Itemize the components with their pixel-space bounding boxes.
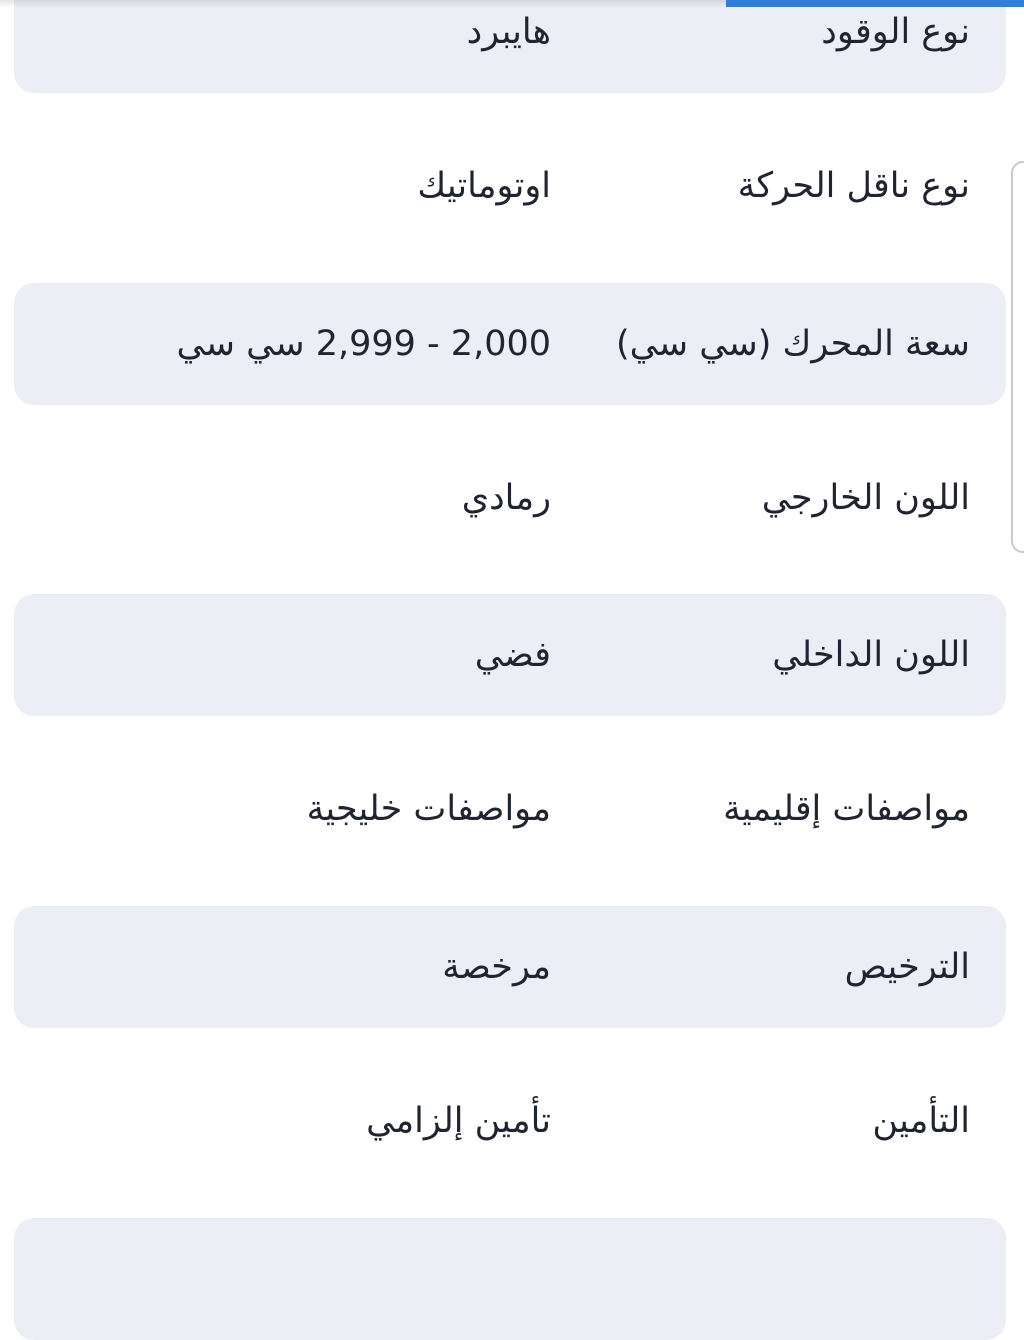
spec-row-interior-color <box>14 594 1006 716</box>
spec-row-regional-specs <box>14 748 1006 870</box>
spec-row-license <box>14 906 1006 1028</box>
spec-value: فضي <box>474 635 551 675</box>
spec-row-exterior-color <box>14 437 1006 559</box>
car-specs-list <box>14 0 1006 1236</box>
spec-label: اللون الخارجي <box>761 478 970 518</box>
spec-value: تأمين إلزامي <box>366 1101 551 1141</box>
spec-value: 2,000 - 2,999 سي سي <box>176 324 551 364</box>
spec-value: مرخصة <box>442 947 551 987</box>
page-load-progress <box>726 0 1024 7</box>
spec-row-transmission <box>14 125 1006 247</box>
spec-row-engine-capacity <box>14 283 1006 405</box>
spec-label: نوع ناقل الحركة <box>737 166 970 206</box>
spec-label: الترخيص <box>844 947 970 987</box>
spec-label: مواصفات إقليمية <box>723 789 970 829</box>
spec-label: التأمين <box>872 1101 970 1141</box>
spec-label: نوع الوقود <box>821 12 970 52</box>
spec-row-fuel-type <box>14 0 1006 93</box>
spec-value: هايبرد <box>466 12 551 52</box>
spec-row-next <box>14 1218 1006 1340</box>
spec-label: اللون الداخلي <box>772 635 970 675</box>
scroll-handle[interactable] <box>1011 161 1024 553</box>
spec-value: مواصفات خليجية <box>306 789 551 829</box>
spec-label: سعة المحرك (سي سي) <box>615 324 970 364</box>
spec-value: اوتوماتيك <box>417 166 551 206</box>
spec-row-insurance <box>14 1060 1006 1182</box>
spec-value: رمادي <box>461 478 551 518</box>
